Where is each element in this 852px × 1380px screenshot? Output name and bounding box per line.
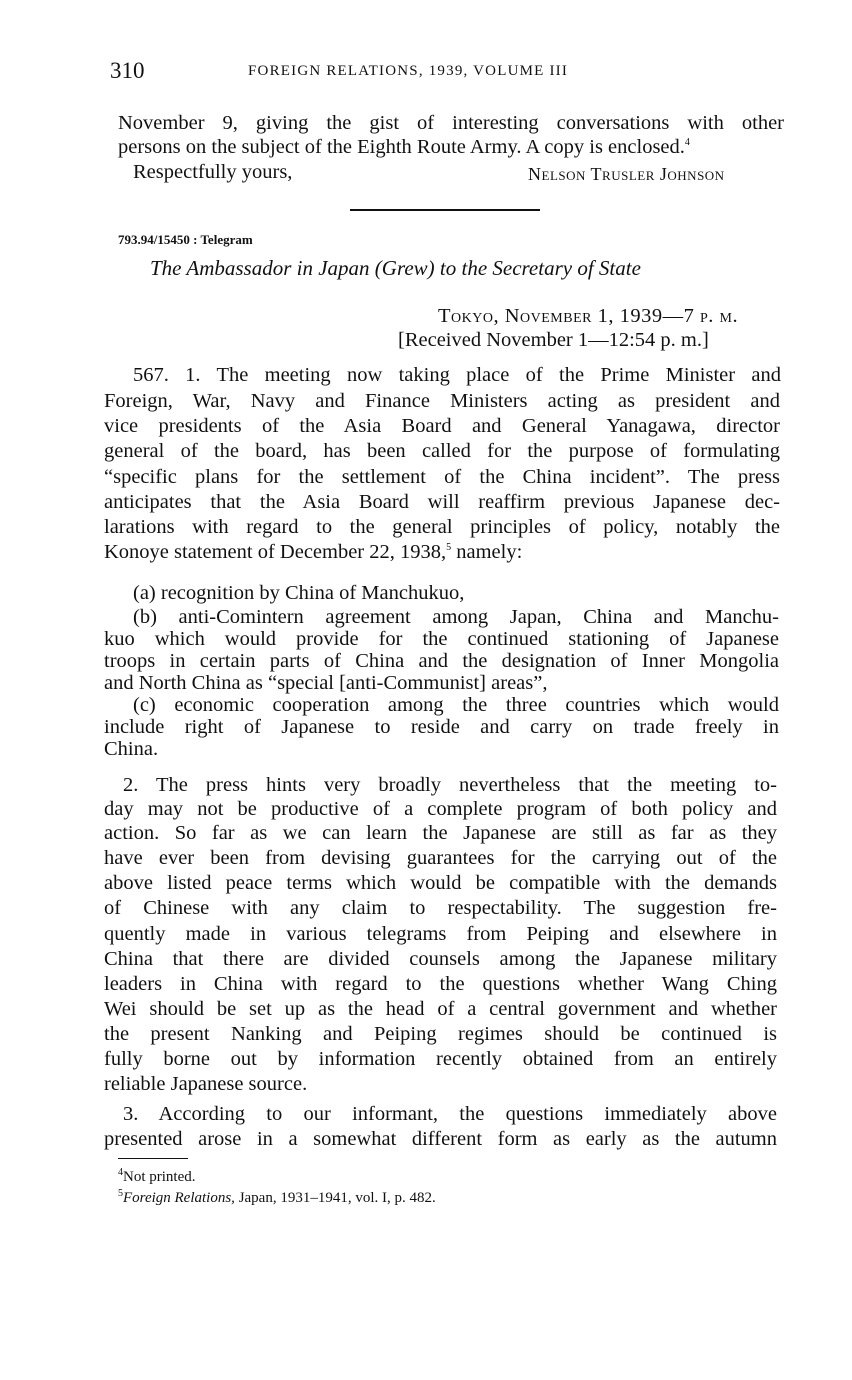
footnote-5-mark: 5 [118, 1188, 123, 1199]
footnote-divider [118, 1158, 188, 1159]
footnote-5 [118, 1188, 436, 1208]
para1-line: Foreign, War, Navy and Finance Ministers acting as president and [104, 390, 780, 412]
page-header [110, 58, 782, 88]
term-b-line: (b) anti-Comintern agreement among Japan, China and Manchu- [133, 606, 779, 628]
para1-line: “specific plans for the settlement of the China incident”. The press [104, 466, 780, 488]
file-reference: 793.94/15450 : Telegram [118, 232, 253, 247]
footnote-4 [118, 1167, 196, 1187]
page-number: 310 [110, 58, 145, 83]
term-b-line: kuo which would provide for the continued stationing of Japanese [104, 628, 779, 650]
para1-line: vice presidents of the Asia Board and General Yanagawa, director [104, 415, 780, 437]
term-a: (a) recognition by China of Manchukuo, [133, 582, 465, 604]
footnote-4-mark: 4 [118, 1167, 123, 1178]
para2-line: China that there are divided counsels among the Japanese military [104, 948, 777, 970]
para2-line: fully borne out by information recently obtained from an entirely [104, 1048, 777, 1070]
para1-last-line [104, 540, 522, 564]
para1-last-text: Konoye statement of December 22, 1938, [104, 541, 447, 563]
footnote-ref-5: 5 [446, 542, 452, 554]
footnote-ref-4: 4 [684, 137, 690, 149]
para1-line: 567. 1. The meeting now taking place of the Prime Minister and [133, 364, 781, 386]
continuation-line-2-text: persons on the subject of the Eighth Route Army. A copy is enclosed. [118, 136, 685, 158]
para2-line: action. So far as we can learn the Japanese are still as far as they [104, 822, 777, 844]
document-title: The Ambassador in Japan (Grew) to the Secretary of State [150, 256, 641, 280]
footnote-5-text: Japan, 1931–1941, vol. I, p. 482. [234, 1190, 436, 1206]
para2-line: above listed peace terms which would be compatible with the demands [104, 872, 777, 894]
running-title: FOREIGN RELATIONS, 1939, VOLUME III [248, 63, 569, 79]
para2-line: the present Nanking and Peiping regimes should be continued is [104, 1023, 777, 1045]
term-c-line: (c) economic cooperation among the three countries which would [133, 694, 779, 716]
para2-line: 2. The press hints very broadly nevertheless that the meeting to- [123, 774, 777, 796]
term-c-line: include right of Japanese to reside and carry on trade freely in [104, 716, 779, 738]
term-b-line: troops in certain parts of China and the designation of Inner Mongolia [104, 650, 779, 672]
para2-line: reliable Japanese source. [104, 1073, 308, 1095]
para2-line: quently made in various telegrams from Peiping and elsewhere in [104, 923, 777, 945]
para2-line: day may not be productive of a complete program of both policy and [104, 798, 777, 820]
para2-line: of Chinese with any claim to respectability. The suggestion fre- [104, 897, 777, 919]
term-c-line: China. [104, 738, 159, 760]
dateline [438, 304, 738, 328]
signature: Nelson Trusler Johnson [528, 164, 725, 184]
term-b-line: and North China as “special [anti-Communist] areas”, [104, 672, 548, 694]
continuation-line-1: November 9, giving the gist of interesting conversations with other [118, 112, 784, 134]
continuation-line-2 [118, 135, 784, 159]
para3-line: presented arose in a somewhat different form as early as the autumn [104, 1128, 777, 1150]
para1-end: namely: [451, 541, 523, 563]
para2-line: leaders in China with regard to the questions whether Wang Ching [104, 973, 777, 995]
dateline-text: Tokyo, November 1, 1939—7 p. m. [438, 305, 739, 327]
received-line: [Received November 1—12:54 p. m.] [398, 329, 709, 351]
para1-line: larations with regard to the general principles of policy, notably the [104, 516, 780, 538]
para2-line: Wei should be set up as the head of a central government and whether [104, 998, 777, 1020]
para2-line: have ever been from devising guarantees for the carrying out of the [104, 847, 777, 869]
para1-line: general of the board, has been called for the purpose of formulating [104, 440, 780, 462]
closing: Respectfully yours, [133, 161, 293, 183]
footnote-5-source: Foreign Relations, [123, 1190, 235, 1206]
para3-line: 3. According to our informant, the questions immediately above [123, 1103, 777, 1125]
para1-line: anticipates that the Asia Board will reaffirm previous Japanese dec- [104, 491, 780, 513]
section-divider [350, 209, 540, 211]
footnote-4-text: Not printed. [123, 1169, 196, 1185]
